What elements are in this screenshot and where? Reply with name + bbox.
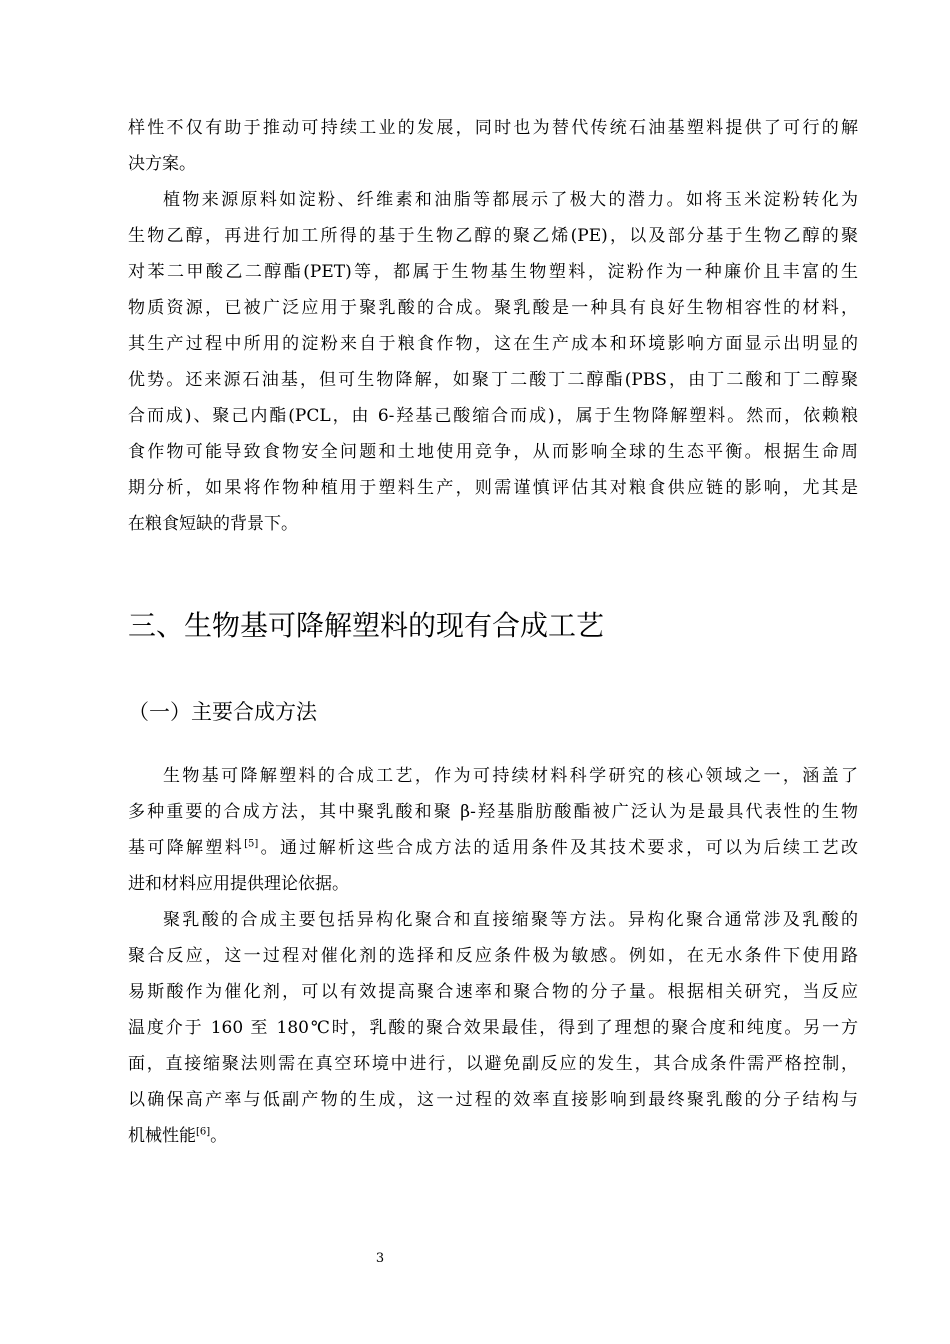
paragraph-line: 物质资源，已被广泛应用于聚乳酸的合成。聚乳酸是一种具有良好生物相容性的材料，: [128, 298, 858, 318]
paragraph-line: 对苯二甲酸乙二醇酯(PET)等，都属于生物基生物塑料，淀粉作为一种廉价且丰富的生: [128, 262, 858, 282]
paragraph-line: 食作物可能导致食物安全问题和土地使用竞争，从而影响全球的生态平衡。根据生命周: [128, 442, 858, 462]
paragraph-line: 植物来源原料如淀粉、纤维素和油脂等都展示了极大的潜力。如将玉米淀粉转化为: [163, 190, 858, 210]
paragraph-line: 其生产过程中所用的淀粉来自于粮食作物，这在生产成本和环境影响方面显示出明显的: [128, 334, 858, 354]
paragraph-line: [128, 1124, 858, 1148]
section-heading: 三、生物基可降解塑料的现有合成工艺: [128, 609, 605, 642]
paragraph-line: 期分析，如果将作物种植用于塑料生产，则需谨慎评估其对粮食供应链的影响，尤其是: [128, 478, 858, 498]
paragraph-line: 优势。还来源石油基，但可生物降解，如聚丁二酸丁二醇酯(PBS，由丁二酸和丁二醇聚: [128, 370, 858, 390]
paragraph-line: 样性不仅有助于推动可持续工业的发展，同时也为替代传统石油基塑料提供了可行的解: [128, 118, 858, 138]
line-text: 。: [210, 1126, 228, 1146]
line-text: 。通过解析这些合成方法的适用条件及其技术要求，可以为后续工艺改: [258, 838, 859, 858]
paragraph-line: 生物基可降解塑料的合成工艺，作为可持续材料科学研究的核心领域之一，涵盖了: [163, 766, 858, 786]
paragraph-line: 温度介于 160 至 180℃时，乳酸的聚合效果最佳，得到了理想的聚合度和纯度。另一方: [128, 1018, 858, 1038]
paragraph-line: 生物乙醇，再进行加工所得的基于生物乙醇的聚乙烯(PE)，以及部分基于生物乙醇的聚: [128, 226, 858, 246]
paragraph-line: 多种重要的合成方法，其中聚乳酸和聚 β-羟基脂肪酸酯被广泛认为是最具代表性的生物: [128, 802, 858, 822]
paragraph-line: [128, 836, 858, 860]
paragraph-line: 聚乳酸的合成主要包括异构化聚合和直接缩聚等方法。异构化聚合通常涉及乳酸的: [163, 910, 858, 930]
paragraph-line: 易斯酸作为催化剂，可以有效提高聚合速率和聚合物的分子量。根据相关研究，当反应: [128, 982, 858, 1002]
page-number: 3: [375, 1251, 385, 1266]
paragraph-line: 进和材料应用提供理论依据。: [128, 874, 349, 894]
paragraph-line: 合而成)、聚己内酯(PCL，由 6-羟基己酸缩合而成)，属于生物降解塑料。然而，依赖粮: [128, 406, 858, 426]
citation-marker: [6]: [196, 1126, 211, 1138]
line-text: 基可降解塑料: [128, 838, 245, 858]
citation-marker: [5]: [244, 838, 259, 850]
subsection-heading: （一）主要合成方法: [128, 700, 317, 724]
paragraph-line: 聚合反应，这一过程对催化剂的选择和反应条件极为敏感。例如，在无水条件下使用路: [128, 946, 858, 966]
paragraph-line: 面，直接缩聚法则需在真空环境中进行，以避免副反应的发生，其合成条件需严格控制，: [128, 1054, 858, 1074]
paragraph-line: 以确保高产率与低副产物的生成，这一过程的效率直接影响到最终聚乳酸的分子结构与: [128, 1090, 858, 1110]
line-text: 机械性能: [128, 1126, 196, 1146]
paragraph-line: 在粮食短缺的背景下。: [128, 514, 298, 534]
paragraph-line: 决方案。: [128, 154, 196, 174]
